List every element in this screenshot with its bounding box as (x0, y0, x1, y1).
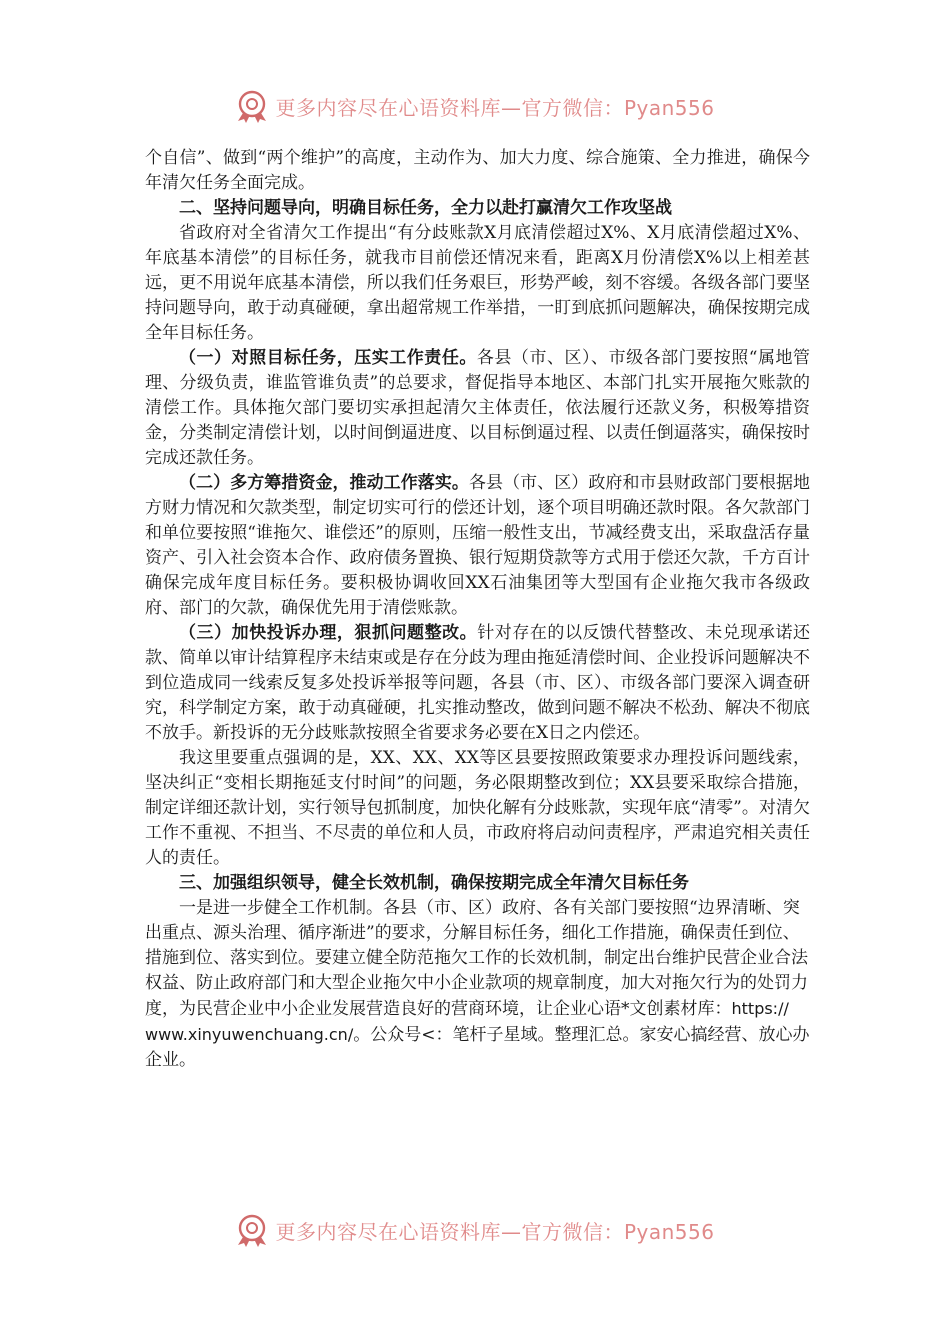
document-body (145, 146, 810, 1073)
paragraph-emphasis: 我这里要重点强调的是，XX、XX、XX等区县要按照政策要求办理投诉问题线索，坚决纠正“变相长期拖延支付时间”的问题，务必限期整改到位；XX县要采取综合措施，制定详细还款计划，实行领导包抓制度，加快化解有分歧账款，实现年底“清零”。对清欠工作不重视、不担当、不尽责的单位和人员，市政府将启动问责程序，严肃追究相关责任人的责任。 (145, 748, 810, 868)
subsection-1-title: （一）对照目标任务，压实工作责任。 (179, 348, 477, 368)
section-heading-3: 三、加强组织领导，健全长效机制，确保按期完成全年清欠目标任务 (179, 873, 689, 893)
header-banner-text: 更多内容尽在心语资料库—官方微信：Pyan556 (275, 95, 715, 120)
ribbon-logo-icon (235, 1213, 269, 1247)
paragraph-targets: 省政府对全省清欠工作提出“有分歧账款X月底清偿超过X%、X月底清偿超过X%、年底基本清偿”的目标任务，就我市目前偿还情况来看，距离X月份清偿X%以上相差甚远，更不用说年底基本清偿，所以我们任务艰巨，形势严峻，刻不容缓。各级各部门要坚持问题导向，敢于动真碰硬，拿出超常规工作举措，一盯到底抓问题解决，确保按期完成全年目标任务。 (145, 223, 810, 343)
footer-banner-text: 更多内容尽在心语资料库—官方微信：Pyan556 (275, 1219, 715, 1244)
subsection-2-title: （二）多方筹措资金，推动工作落实。 (179, 473, 469, 493)
paragraph-mechanism-tail: 。公众号<：笔杆子星域。整理汇总。家安心搞经营、放心办企业。 (145, 1025, 810, 1070)
subsection-3-title: （三）加快投诉办理，狠抓问题整改。 (179, 623, 478, 643)
ribbon-logo-icon (235, 89, 269, 123)
subsection-2-body: 各县（市、区）政府和市县财政部门要根据地方财力情况和欠款类型，制定切实可行的偿还计划，逐个项目明确还款时限。各欠款部门和单位要按照“谁拖欠、谁偿还”的原则，压缩一般性支出，节减经费支出，采取盘活存量资产、引入社会资本合作、政府债务置换、银行短期贷款等方式用于偿还欠款，千方百计确保完成年度目标任务。要积极协调收回XX石油集团等大型国有企业拖欠我市各级政府、部门的欠款，确保优先用于清偿账款。 (145, 473, 811, 618)
subsection-3 (145, 621, 810, 746)
header-watermark-banner (0, 86, 950, 126)
paragraph-mechanism-text: 一是进一步健全工作机制。各县（市、区）政府、各有关部门要按照“边界清晰、突出重点、源头治理、循序渐进”的要求，分解目标任务，细化工作措施，确保责任到位、措施到位、落实到位。要建立健全防范拖欠工作的长效机制，制定出台维护民营企业合法权益、防止政府部门和大型企业拖欠中小企业款项的规章制度，加大对拖欠行为的处罚力度，为民营企业中小企业发展营造良好的营商环境，让企业心语*文创素材库： (145, 898, 808, 1019)
section-heading-2: 二、坚持问题导向，明确目标任务，全力以赴打赢清欠工作攻坚战 (179, 198, 672, 218)
subsection-1 (145, 346, 810, 471)
subsection-3-body: 针对存在的以反馈代替整改、未兑现承诺还款、简单以审计结算程序未结束或是存在分歧为理由拖延清偿时间、企业投诉问题解决不到位造成同一线索反复多处投诉举报等问题，各县（市、区）、市级各部门要深入调查研究，科学制定方案，敢于动真碰硬，扎实推动整改，做到问题不解决不松劲、解决不彻底不放手。新投诉的无分歧账款按照全省要求务必要在X日之内偿还。 (145, 623, 811, 743)
subsection-2 (145, 471, 810, 621)
paragraph-mechanism (145, 896, 810, 1073)
url-prefix: https:// (731, 999, 789, 1018)
paragraph-continuation: 个自信”、做到“两个维护”的高度，主动作为、加大力度、综合施策、全力推进，确保今年清欠任务全面完成。 (145, 148, 810, 193)
footer-watermark-banner (0, 1210, 950, 1250)
subsection-1-body: 各县（市、区）、市级各部门要按照“属地管理、分级负责，谁监管谁负责”的总要求，督促指导本地区、本部门扎实开展拖欠账款的清偿工作。具体拖欠部门要切实承担起清欠主体责任，依法履行还款义务，积极筹措资金，分类制定清偿计划，以时间倒逼进度、以目标倒逼过程、以责任倒逼落实，确保按时完成还款任务。 (145, 348, 811, 468)
url-domain: www.xinyuwenchuang.cn/ (145, 1025, 354, 1044)
